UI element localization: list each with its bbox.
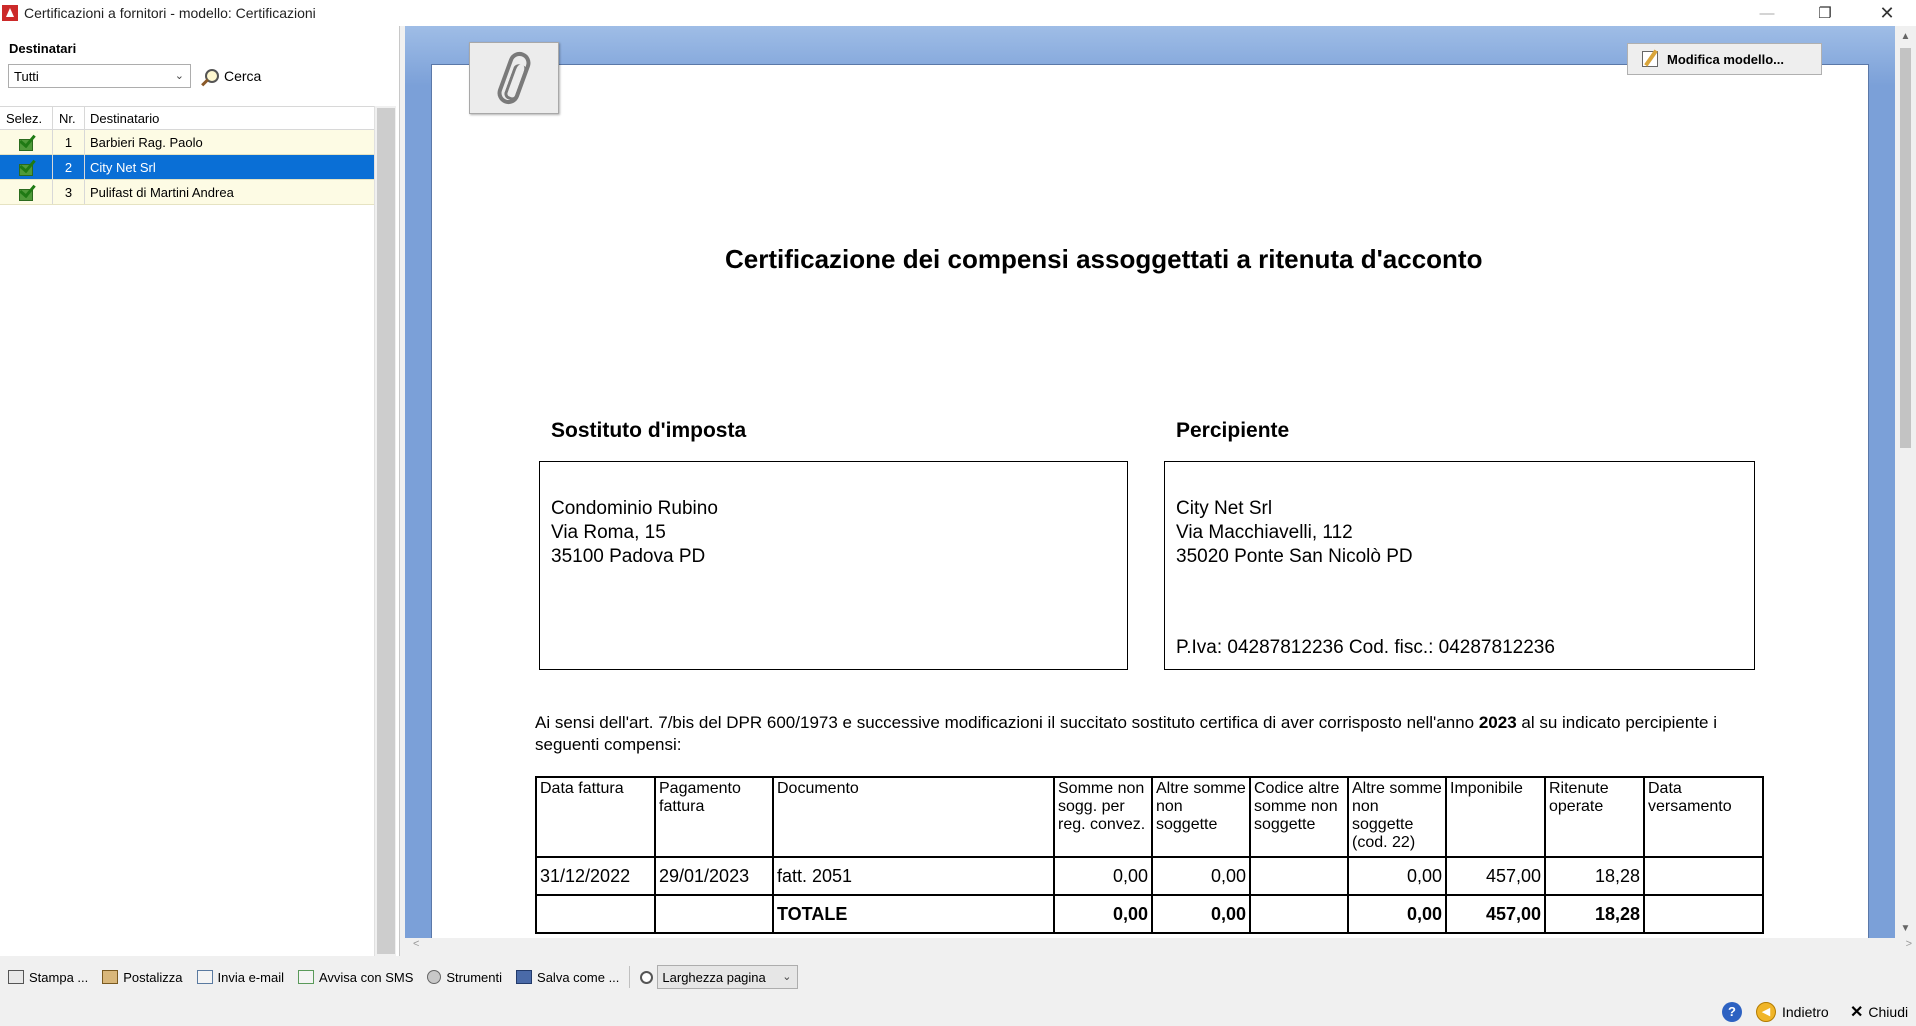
- col-header-recipient[interactable]: Destinatario: [90, 110, 160, 126]
- table-cell: 31/12/2022: [536, 857, 655, 895]
- sostituto-address: [551, 497, 718, 569]
- address-line: Condominio Rubino: [551, 498, 718, 519]
- table-cell: [655, 895, 773, 933]
- checkmark-icon[interactable]: [17, 133, 35, 151]
- paperclip-icon: [494, 49, 533, 107]
- scroll-left-icon[interactable]: <: [413, 938, 420, 950]
- package-icon: [102, 970, 118, 984]
- table-cell: [1644, 857, 1763, 895]
- recipients-grid: [0, 106, 374, 205]
- app-logo-icon: [2, 5, 18, 21]
- close-icon: ✕: [1850, 1004, 1864, 1021]
- modify-template-button[interactable]: [1627, 43, 1822, 75]
- table-cell: 457,00: [1446, 895, 1545, 933]
- zoom-value: Larghezza pagina: [662, 970, 766, 985]
- back-label: Indietro: [1782, 1004, 1829, 1020]
- paragraph-text: Ai sensi dell'art. 7/bis del DPR 600/1973 e successive modificazioni il succitato sostituto certifica di aver corrisposto nell'anno: [535, 713, 1479, 732]
- address-line: 35020 Ponte San Nicolò PD: [1176, 546, 1413, 567]
- table-cell: 0,00: [1348, 857, 1446, 895]
- zoom-select[interactable]: [657, 965, 798, 989]
- restore-button[interactable]: ❐: [1818, 5, 1832, 22]
- address-line: City Net Srl: [1176, 498, 1273, 519]
- save-icon: [516, 970, 532, 984]
- search-button[interactable]: [205, 64, 261, 88]
- checkmark-icon[interactable]: [17, 183, 35, 201]
- select-cell[interactable]: [0, 155, 53, 179]
- postalize-label: Postalizza: [123, 969, 183, 985]
- title-bar: [0, 0, 1916, 26]
- scroll-right-icon[interactable]: >: [1905, 938, 1912, 950]
- table-cell: 18,28: [1545, 895, 1644, 933]
- tools-icon: [427, 970, 441, 984]
- scroll-up-icon[interactable]: ▲: [1900, 31, 1911, 42]
- table-cell: 29/01/2023: [655, 857, 773, 895]
- tools-label: Strumenti: [446, 969, 503, 985]
- table-row[interactable]: [0, 130, 374, 155]
- search-icon: [205, 69, 219, 83]
- scroll-down-icon[interactable]: ▼: [1900, 923, 1911, 934]
- recipient-cell: Barbieri Rag. Paolo: [90, 134, 203, 150]
- vat-fiscal-code: P.Iva: 04287812236 Cod. fisc.: 04287812236: [1176, 637, 1555, 658]
- preview-vertical-scrollbar[interactable]: [1895, 26, 1916, 938]
- help-icon[interactable]: ?: [1722, 1002, 1742, 1022]
- table-cell: [1250, 895, 1348, 933]
- table-cell: 457,00: [1446, 857, 1545, 895]
- sms-icon: [298, 970, 314, 984]
- send-email-label: Invia e-mail: [217, 969, 284, 985]
- save-as-label: Salva come ...: [537, 969, 620, 985]
- close-label: Chiudi: [1868, 1004, 1909, 1020]
- tools-button[interactable]: [427, 970, 502, 985]
- bottom-toolbar: [0, 960, 1916, 994]
- table-cell: 0,00: [1054, 895, 1152, 933]
- postalize-button[interactable]: [102, 970, 182, 985]
- recipients-filter-select[interactable]: [8, 64, 191, 88]
- header-cell: Altre somme non soggette: [1152, 777, 1250, 857]
- col-header-nr[interactable]: Nr.: [53, 107, 85, 129]
- left-scrollbar-thumb[interactable]: [377, 108, 395, 954]
- nr-cell: 3: [53, 180, 85, 204]
- modify-template-label: Modifica modello...: [1667, 51, 1785, 67]
- left-scrollbar[interactable]: [374, 106, 396, 956]
- recipients-pane: [0, 26, 400, 956]
- compensation-table: [535, 776, 1764, 934]
- total-row: [536, 895, 1763, 933]
- table-cell: [1644, 895, 1763, 933]
- table-cell: [1250, 857, 1348, 895]
- nr-cell: 2: [53, 155, 85, 179]
- minimize-button[interactable]: —: [1759, 4, 1775, 22]
- chevron-down-icon: ⌄: [174, 70, 184, 82]
- table-cell: 18,28: [1545, 857, 1644, 895]
- certification-paragraph: [535, 712, 1775, 756]
- recipient-cell: City Net Srl: [90, 159, 156, 175]
- header-cell: Documento: [773, 777, 1054, 857]
- attachment-button[interactable]: [469, 42, 559, 114]
- sostituto-heading: Sostituto d'imposta: [551, 419, 747, 442]
- back-arrow-icon: ◀: [1756, 1002, 1776, 1022]
- table-row[interactable]: [0, 180, 374, 205]
- search-label: Cerca: [224, 68, 262, 84]
- preview-horizontal-scrollbar[interactable]: [405, 938, 1916, 956]
- header-cell: Somme non sogg. per reg. convez.: [1054, 777, 1152, 857]
- send-sms-button[interactable]: [298, 970, 413, 985]
- close-button[interactable]: [1850, 1002, 1908, 1022]
- address-line: 35100 Padova PD: [551, 546, 706, 567]
- header-cell: Imponibile: [1446, 777, 1545, 857]
- select-cell[interactable]: [0, 130, 53, 154]
- address-line: Via Roma, 15: [551, 522, 666, 543]
- header-cell: Altre somme non soggette (cod. 22): [1348, 777, 1446, 857]
- email-icon: [197, 970, 213, 984]
- printer-icon: [8, 970, 24, 984]
- table-cell: 0,00: [1348, 895, 1446, 933]
- table-cell: fatt. 2051: [773, 857, 1054, 895]
- address-line: Via Macchiavelli, 112: [1176, 522, 1353, 543]
- document-title: Certificazione dei compensi assoggettati a ritenuta d'acconto: [725, 244, 1483, 274]
- zoom-icon: [640, 971, 653, 984]
- print-label: Stampa ...: [29, 969, 89, 985]
- header-cell: Data fattura: [536, 777, 655, 857]
- table-cell: 0,00: [1152, 895, 1250, 933]
- header-cell: Pagamento fattura: [655, 777, 773, 857]
- recipient-cell: Pulifast di Martini Andrea: [90, 184, 234, 200]
- print-button[interactable]: [8, 970, 88, 985]
- paragraph-text: al su indicato percipiente i seguenti compensi:: [535, 713, 1718, 754]
- table-row[interactable]: [0, 155, 374, 180]
- grid-header: [0, 106, 374, 130]
- chevron-down-icon: ⌄: [782, 971, 792, 983]
- close-window-button[interactable]: ✕: [1879, 2, 1895, 23]
- send-email-button[interactable]: [197, 970, 284, 985]
- col-header-select[interactable]: Selez.: [0, 107, 53, 129]
- save-as-button[interactable]: [516, 970, 619, 985]
- certification-year: 2023: [1478, 713, 1517, 732]
- window-title: Certificazioni a fornitori - modello: Certificazioni: [24, 5, 316, 21]
- send-sms-label: Avvisa con SMS: [318, 969, 414, 985]
- checkmark-icon[interactable]: [17, 158, 35, 176]
- percipiente-heading: Percipiente: [1176, 419, 1290, 442]
- header-cell: Data versamento: [1644, 777, 1763, 857]
- table-cell: 0,00: [1054, 857, 1152, 895]
- toolbar-divider: [629, 966, 630, 988]
- header-cell: Ritenute operate: [1545, 777, 1644, 857]
- select-cell[interactable]: [0, 180, 53, 204]
- header-cell: Codice altre somme non soggette: [1250, 777, 1348, 857]
- preview-scrollbar-thumb[interactable]: [1900, 48, 1911, 448]
- recipients-filter-value: Tutti: [14, 69, 39, 84]
- back-button[interactable]: [1756, 1002, 1829, 1022]
- sostituto-address-box: [539, 461, 1128, 670]
- table-row: [536, 857, 1763, 895]
- table-cell: 0,00: [1152, 857, 1250, 895]
- percipiente-address: [1176, 497, 1413, 569]
- nr-cell: 1: [53, 130, 85, 154]
- status-bar: [0, 998, 1916, 1026]
- table-cell: TOTALE: [773, 895, 1054, 933]
- percipiente-address-box: [1164, 461, 1755, 670]
- table-header-row: [536, 777, 1763, 857]
- table-cell: [536, 895, 655, 933]
- recipients-title: Destinatari: [9, 41, 77, 56]
- edit-icon: [1642, 51, 1658, 67]
